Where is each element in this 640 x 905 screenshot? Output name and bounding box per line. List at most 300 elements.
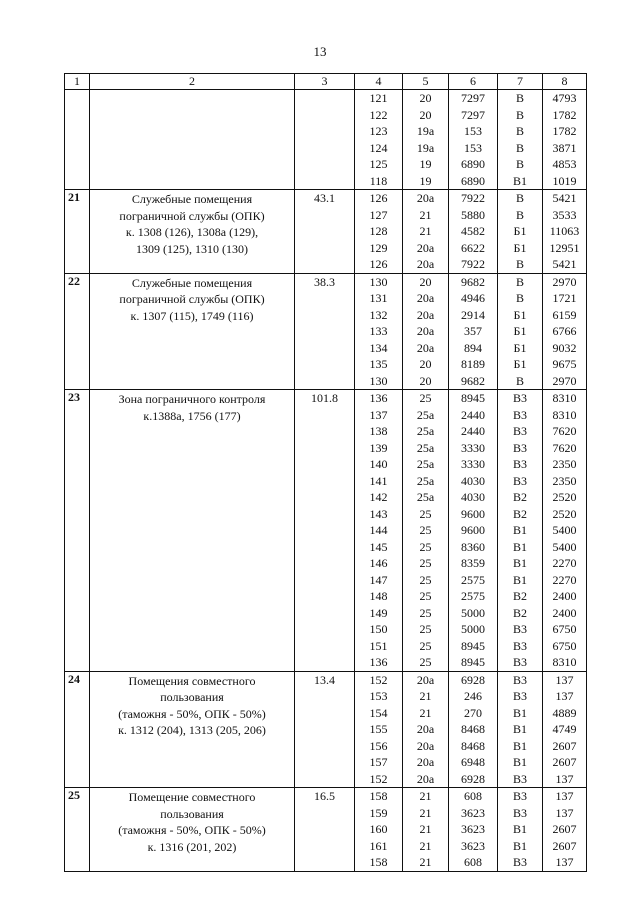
category-cell: Б1 — [513, 340, 527, 355]
point-index-cell: 20а — [416, 291, 435, 305]
coordinate-x-cell: 6890 — [461, 173, 485, 188]
coordinate-x-cell: 3623 — [461, 822, 485, 836]
coordinate-y-cell: 5421 — [552, 191, 577, 205]
coordinate-x-cell: 5880 — [461, 207, 485, 222]
category-cell: В3 — [512, 689, 527, 703]
column-header-5: 5 — [403, 74, 449, 90]
room-area — [295, 90, 355, 190]
room-description-line: пограничной службы (ОПК) — [119, 208, 265, 223]
category-cell: В3 — [512, 622, 527, 636]
coordinate-y-cell: 2520 — [552, 506, 577, 521]
coordinate-y-cell: 2350 — [552, 473, 577, 488]
room-number: 22 — [65, 273, 90, 390]
point-number-cell: 135 — [369, 357, 388, 371]
category-cell: В3 — [512, 424, 527, 438]
point-index-cell: 25а — [416, 440, 435, 455]
room-description — [90, 671, 295, 788]
coordinate-x-cell: 3623 — [461, 805, 485, 820]
category-cell: В — [515, 140, 524, 155]
coordinate-x-cell: 153 — [464, 140, 482, 155]
room-number: 24 — [65, 671, 90, 788]
table-body — [65, 74, 587, 872]
point-number-cell: 154 — [369, 705, 388, 720]
coordinate-x-cell: 2440 — [461, 424, 485, 438]
point-index-cell: 20а — [416, 738, 435, 753]
coordinate-y-cell: 7620 — [552, 424, 577, 438]
coordinate-y-cell: 2607 — [552, 822, 577, 836]
coordinate-x-cell: 5000 — [461, 605, 485, 620]
category-cell: В2 — [512, 506, 527, 521]
point-index-cell: 25 — [419, 523, 432, 537]
coordinate-y-cell: 137 — [555, 771, 574, 786]
coordinate-x-cell: 4582 — [461, 224, 485, 238]
column-header-7: 7 — [498, 74, 543, 90]
coordinate-y-cell: 8310 — [552, 391, 577, 405]
coordinate-y-cell: 2607 — [552, 838, 577, 853]
point-index-cell: 25а — [416, 473, 435, 488]
point-index-cell: 25 — [419, 556, 432, 570]
point-index-cell: 20а — [416, 324, 435, 338]
point-index-column — [403, 90, 449, 190]
coordinate-x-column — [449, 788, 498, 872]
point-number-cell: 128 — [369, 224, 388, 238]
point-number-column — [355, 90, 403, 190]
category-column — [498, 671, 543, 788]
room-area — [295, 671, 355, 788]
coordinate-y-cell: 12951 — [549, 240, 580, 255]
coordinate-x-column — [449, 90, 498, 190]
coordinate-x-column — [449, 190, 498, 274]
coordinate-x-cell: 153 — [464, 124, 482, 138]
coordinate-x-cell: 7922 — [461, 191, 485, 205]
point-index-column — [403, 788, 449, 872]
category-cell: В3 — [512, 391, 527, 405]
category-cell: В3 — [512, 638, 527, 653]
category-cell: В — [515, 107, 524, 122]
point-number-cell: 153 — [369, 689, 388, 703]
category-cell: В — [515, 257, 524, 271]
coordinate-y-cell: 2400 — [552, 589, 577, 603]
coordinate-y-cell: 8310 — [552, 655, 577, 669]
coordinate-y-cell: 4853 — [552, 157, 577, 171]
coordinate-x-cell: 9600 — [461, 506, 485, 521]
point-number-cell: 145 — [369, 539, 388, 554]
coordinate-y-cell: 137 — [555, 789, 574, 803]
point-index-cell: 25а — [416, 424, 435, 438]
room-description-line: 1309 (125), 1310 (130) — [136, 241, 248, 256]
coordinate-y-cell: 1019 — [552, 173, 577, 188]
category-cell: В3 — [512, 805, 527, 820]
room-description-line: к. 1316 (201, 202) — [147, 839, 237, 854]
point-index-cell: 20а — [416, 191, 435, 205]
coordinate-y-cell: 7620 — [552, 440, 577, 455]
coordinate-y-cell: 1721 — [552, 291, 577, 305]
point-number-cell: 130 — [369, 274, 388, 289]
point-index-cell: 21 — [419, 855, 432, 869]
point-number-cell: 124 — [369, 140, 388, 155]
point-number-cell: 138 — [369, 424, 388, 438]
page-number: 13 — [313, 44, 327, 59]
coordinate-x-cell: 357 — [464, 324, 482, 338]
coordinate-x-cell: 4030 — [461, 473, 485, 488]
column-header-8: 8 — [543, 74, 587, 90]
coordinate-y-cell: 2270 — [552, 556, 577, 570]
coordinate-y-cell: 11063 — [549, 224, 580, 238]
coordinate-x-cell: 6928 — [461, 771, 485, 786]
coordinate-x-cell: 8359 — [461, 556, 485, 570]
point-index-cell: 25 — [419, 506, 432, 521]
category-cell: В2 — [512, 605, 527, 620]
point-index-cell: 21 — [419, 789, 432, 803]
room-group-row — [65, 788, 587, 872]
coordinate-x-cell: 608 — [464, 789, 482, 803]
coordinate-x-cell: 9682 — [461, 373, 485, 388]
coordinate-y-cell: 8310 — [552, 407, 577, 422]
room-area — [295, 788, 355, 872]
category-cell: Б1 — [513, 240, 527, 255]
category-cell: В1 — [512, 705, 527, 720]
point-number-cell: 139 — [369, 440, 388, 455]
category-cell: В3 — [512, 789, 527, 803]
coordinate-x-cell: 2575 — [461, 572, 485, 587]
point-number-cell: 155 — [369, 722, 388, 736]
coordinate-x-cell: 6948 — [461, 755, 485, 769]
coordinate-y-column — [543, 671, 587, 788]
coordinate-x-cell: 2575 — [461, 589, 485, 603]
point-index-cell: 21 — [419, 838, 432, 853]
category-cell: В2 — [512, 589, 527, 603]
point-number-cell: 144 — [369, 523, 388, 537]
coordinate-x-cell: 270 — [464, 705, 482, 720]
point-number-column — [355, 671, 403, 788]
room-group-row — [65, 273, 587, 390]
coordinate-y-column — [543, 90, 587, 190]
coordinate-x-column — [449, 273, 498, 390]
coordinate-y-cell: 2970 — [552, 274, 577, 289]
coordinate-y-cell: 6750 — [552, 638, 577, 653]
coordinate-x-cell: 8189 — [461, 357, 485, 371]
room-area — [295, 390, 355, 672]
room-area-value: 38.3 — [314, 274, 335, 289]
category-column — [498, 788, 543, 872]
point-index-cell: 20а — [416, 307, 435, 322]
room-description-line: пользования — [160, 690, 224, 704]
category-cell: В2 — [512, 490, 527, 504]
coordinate-x-cell: 8945 — [461, 391, 485, 405]
point-number-cell: 152 — [369, 672, 388, 687]
room-description — [90, 788, 295, 872]
room-number: 23 — [65, 390, 90, 672]
coordinate-y-cell: 137 — [555, 855, 574, 869]
point-index-cell: 19 — [419, 173, 432, 188]
coordinate-x-cell: 3623 — [461, 838, 485, 853]
category-cell: В1 — [512, 572, 527, 587]
coordinate-y-cell: 6766 — [552, 324, 577, 338]
coordinate-x-cell: 2914 — [461, 307, 485, 322]
point-index-cell: 25 — [419, 539, 432, 554]
point-number-cell: 156 — [369, 738, 388, 753]
room-description-line: к. 1312 (204), 1313 (205, 206) — [118, 723, 266, 737]
category-column — [498, 90, 543, 190]
point-number-column — [355, 788, 403, 872]
category-cell: В — [515, 191, 524, 205]
room-description-line: Помещения совместного — [128, 673, 256, 688]
point-index-cell: 25 — [419, 622, 432, 636]
point-index-cell: 20а — [416, 672, 435, 687]
coordinate-x-cell: 3330 — [461, 440, 485, 455]
category-cell: В1 — [512, 539, 527, 554]
point-number-cell: 127 — [369, 207, 388, 222]
point-index-cell: 20а — [416, 722, 435, 736]
coordinate-y-cell: 4793 — [552, 91, 577, 105]
point-number-cell: 136 — [369, 391, 388, 405]
coordinate-y-cell: 4749 — [552, 722, 577, 736]
room-description — [90, 273, 295, 390]
point-index-cell: 20а — [416, 755, 435, 769]
category-cell: В — [515, 91, 524, 105]
point-number-cell: 134 — [369, 340, 388, 355]
point-index-cell: 20а — [416, 340, 435, 355]
point-index-cell: 19а — [416, 124, 435, 138]
point-index-cell: 19 — [419, 157, 432, 171]
coordinate-x-column — [449, 390, 498, 672]
point-index-cell: 21 — [419, 822, 432, 836]
point-index-cell: 25 — [419, 391, 432, 405]
point-index-cell: 20а — [416, 257, 435, 271]
point-index-cell: 25а — [416, 407, 435, 422]
point-index-column — [403, 390, 449, 672]
coordinate-y-cell: 137 — [555, 689, 574, 703]
point-number-cell: 121 — [369, 91, 388, 105]
room-description-line: Помещение совместного — [128, 790, 256, 804]
point-number-cell: 148 — [369, 589, 388, 603]
category-cell: В3 — [512, 672, 527, 687]
category-cell: В1 — [512, 838, 527, 853]
point-index-cell: 20а — [416, 771, 435, 786]
coordinate-y-cell: 2270 — [552, 572, 577, 587]
coordinate-y-cell: 2350 — [552, 457, 577, 471]
coordinate-x-cell: 9682 — [461, 274, 485, 289]
coordinate-x-cell: 9600 — [461, 523, 485, 537]
point-index-cell: 21 — [419, 689, 432, 703]
category-column — [498, 190, 543, 274]
point-index-cell: 21 — [419, 224, 432, 238]
point-number-cell: 140 — [369, 457, 388, 471]
point-number-cell: 137 — [369, 407, 388, 422]
point-number-cell: 146 — [369, 556, 388, 570]
coordinate-x-cell: 3330 — [461, 457, 485, 471]
coordinate-x-cell: 8945 — [461, 655, 485, 669]
point-number-cell: 122 — [369, 107, 388, 122]
category-cell: В3 — [512, 855, 527, 869]
point-number-column — [355, 190, 403, 274]
point-number-cell: 126 — [369, 191, 388, 205]
point-number-cell: 158 — [369, 855, 388, 869]
point-number-cell: 133 — [369, 324, 388, 338]
coordinate-y-cell: 6159 — [552, 307, 577, 322]
category-cell: Б1 — [513, 324, 527, 338]
point-number-cell: 132 — [369, 307, 388, 322]
room-group-row — [65, 390, 587, 672]
column-header-3: 3 — [295, 74, 355, 90]
room-description-line: Служебные помещения — [131, 192, 253, 206]
room-area-value: 13.4 — [314, 672, 335, 687]
point-index-cell: 20а — [416, 240, 435, 255]
point-number-cell: 159 — [369, 805, 388, 820]
coordinate-x-cell: 608 — [464, 855, 482, 869]
room-area — [295, 190, 355, 274]
coordinate-y-cell: 9675 — [552, 357, 577, 371]
category-cell: В — [515, 291, 524, 305]
coordinate-y-cell: 137 — [555, 805, 574, 820]
category-cell: В — [515, 124, 524, 138]
column-header-6: 6 — [449, 74, 498, 90]
point-number-cell: 131 — [369, 291, 388, 305]
coordinate-y-cell: 5400 — [552, 523, 577, 537]
room-group-row — [65, 190, 587, 274]
room-area-value: 101.8 — [311, 391, 338, 405]
room-description — [90, 390, 295, 672]
point-number-cell: 150 — [369, 622, 388, 636]
category-cell: В1 — [512, 556, 527, 570]
coordinate-x-cell: 8945 — [461, 638, 485, 653]
point-number-cell: 147 — [369, 572, 388, 587]
point-index-cell: 19а — [416, 140, 435, 155]
category-cell: В1 — [512, 822, 527, 836]
point-index-column — [403, 273, 449, 390]
point-number-cell: 151 — [369, 638, 388, 653]
point-index-column — [403, 671, 449, 788]
coordinate-y-cell: 2520 — [552, 490, 577, 504]
coordinate-x-cell: 6928 — [461, 672, 485, 687]
coordinate-y-cell: 4889 — [552, 705, 577, 720]
point-index-cell: 21 — [419, 705, 432, 720]
point-number-cell: 157 — [369, 755, 388, 769]
category-cell: В3 — [512, 771, 527, 786]
point-index-cell: 25 — [419, 605, 432, 620]
room-group-row — [65, 671, 587, 788]
coordinate-x-cell: 6622 — [461, 240, 485, 255]
point-number-cell: 123 — [369, 124, 388, 138]
point-index-cell: 20 — [419, 107, 432, 122]
room-area-value: 16.5 — [314, 789, 335, 803]
point-number-cell: 118 — [369, 173, 388, 188]
room-description-line: к. 1307 (115), 1749 (116) — [130, 308, 254, 323]
point-number-column — [355, 273, 403, 390]
point-number-cell: 158 — [369, 789, 388, 803]
category-column — [498, 390, 543, 672]
coordinate-x-cell: 7297 — [461, 107, 485, 122]
coordinate-x-column — [449, 671, 498, 788]
room-area-value — [295, 90, 354, 107]
point-index-cell: 25 — [419, 572, 432, 587]
coordinate-y-cell: 5421 — [552, 257, 577, 271]
category-cell: В1 — [512, 738, 527, 753]
point-number-cell: 149 — [369, 605, 388, 620]
coordinate-x-cell: 2440 — [461, 407, 485, 422]
point-number-cell: 125 — [369, 157, 388, 171]
coordinate-y-cell: 6750 — [552, 622, 577, 636]
point-number-column — [355, 390, 403, 672]
category-cell: В — [515, 373, 524, 388]
column-header-4: 4 — [355, 74, 403, 90]
header-row — [65, 74, 587, 90]
coordinate-x-cell: 8360 — [461, 539, 485, 554]
coordinate-y-cell: 9032 — [552, 340, 577, 355]
room-group-row — [65, 90, 587, 190]
column-header-1: 1 — [65, 74, 90, 90]
category-cell: В3 — [512, 473, 527, 488]
category-cell: В — [515, 157, 524, 171]
room-description-line: к. 1308 (126), 1308а (129), — [125, 225, 259, 239]
coordinate-y-cell: 1782 — [552, 107, 577, 122]
coordinate-x-cell: 246 — [464, 689, 482, 703]
coordinate-y-cell: 2607 — [552, 738, 577, 753]
coordinate-x-cell: 6890 — [461, 157, 485, 171]
point-number-cell: 142 — [369, 490, 388, 504]
coordinate-y-cell: 3871 — [552, 140, 577, 155]
room-description — [90, 190, 295, 274]
coordinate-y-cell: 1782 — [552, 124, 577, 138]
point-index-cell: 25а — [416, 490, 435, 504]
category-column — [498, 273, 543, 390]
point-index-cell: 20 — [419, 274, 432, 289]
room-number — [65, 90, 90, 190]
category-cell: В3 — [512, 457, 527, 471]
point-index-cell: 25а — [416, 457, 435, 471]
coordinate-y-column — [543, 788, 587, 872]
category-cell: В1 — [512, 523, 527, 537]
room-description-line: (таможня - 50%, ОПК - 50%) — [118, 706, 266, 721]
room-number: 21 — [65, 190, 90, 274]
point-number-cell: 152 — [369, 771, 388, 786]
category-cell: В3 — [512, 655, 527, 669]
category-cell: В1 — [512, 173, 527, 188]
coordinate-y-column — [543, 190, 587, 274]
point-index-cell: 20 — [419, 373, 432, 388]
category-cell: В1 — [512, 722, 527, 736]
room-description — [90, 90, 295, 190]
coordinate-y-cell: 2970 — [552, 373, 577, 388]
room-description-line: Зона пограничного контроля — [118, 392, 266, 406]
point-index-cell: 20 — [419, 91, 432, 105]
point-index-cell: 21 — [419, 805, 432, 820]
room-description-line: Служебные помещения — [131, 275, 253, 290]
point-index-cell: 21 — [419, 207, 432, 222]
coordinate-x-cell: 7922 — [461, 257, 485, 271]
point-number-cell: 141 — [369, 473, 388, 488]
point-number-cell: 136 — [369, 655, 388, 669]
coordinate-y-cell: 3533 — [552, 207, 577, 222]
coordinate-y-cell: 2400 — [552, 605, 577, 620]
coordinate-y-cell: 5400 — [552, 539, 577, 554]
coordinate-x-cell: 4030 — [461, 490, 485, 504]
point-number-cell: 129 — [369, 240, 388, 255]
column-header-2: 2 — [90, 74, 295, 90]
point-index-cell: 25 — [419, 589, 432, 603]
room-description-line: пограничной службы (ОПК) — [119, 292, 265, 306]
point-number-cell: 126 — [369, 257, 388, 271]
category-cell: В — [515, 274, 524, 289]
point-number-cell: 161 — [369, 838, 388, 853]
room-description-line: к.1388а, 1756 (177) — [143, 408, 241, 423]
point-index-column — [403, 190, 449, 274]
coordinate-x-cell: 5000 — [461, 622, 485, 636]
room-number: 25 — [65, 788, 90, 872]
category-cell: В3 — [512, 407, 527, 422]
point-index-cell: 25 — [419, 655, 432, 669]
point-number-cell: 160 — [369, 822, 388, 836]
